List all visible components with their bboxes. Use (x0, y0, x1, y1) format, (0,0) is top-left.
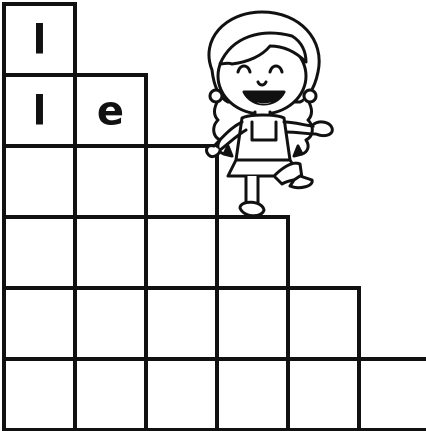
stair-cell (4, 288, 75, 359)
stair-cell (217, 359, 288, 430)
stair-cell (75, 146, 146, 217)
stair-letter: l (32, 88, 47, 135)
stair-letter: e (96, 88, 125, 135)
stair-cell (288, 359, 359, 430)
stair-cell (75, 288, 146, 359)
stair-cell (146, 217, 217, 288)
stair-cell (217, 288, 288, 359)
girl-climbing-illustration (207, 12, 333, 216)
stair-cell (4, 359, 75, 430)
stair-cell (146, 288, 217, 359)
stair-cell (75, 217, 146, 288)
stair-cell (146, 146, 217, 217)
stair-cell (288, 288, 359, 359)
stair-cell (146, 359, 217, 430)
stair-cell (4, 146, 75, 217)
stair-cell-open (359, 359, 426, 430)
stair-cell (217, 217, 288, 288)
stair-cell (4, 217, 75, 288)
stair-letter: l (32, 17, 47, 64)
stair-cell (75, 359, 146, 430)
